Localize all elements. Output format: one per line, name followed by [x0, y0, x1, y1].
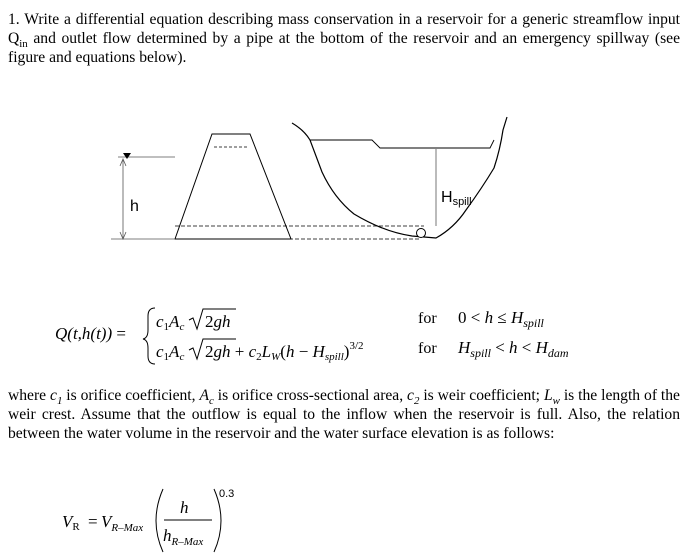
eq1-cond2: $H_{spill} < h < H_{dam}$ [458, 338, 569, 360]
q-in-symbol: $Q_{in}$ [8, 30, 28, 51]
volume-equation [62, 488, 234, 552]
eq2-rhs-v: $V_{R-Max}$ [101, 512, 144, 534]
eq2-exponent: 0.3 [219, 488, 235, 500]
definitions-paragraph: where $c_1$ is orifice coefficient, $A_c$ is orifice cross-sectional area, $c_2$ is weir coefficient; $L_w$ is the length of the weir crest. Assume that the outflow is equal to the inflow when the reservoir is full. Also, the relation between the water volume in the reservoir and the water surface elevation is as follows: [8, 387, 680, 442]
svg-text:=: = [88, 512, 98, 531]
problem-intro: 1. Write a differential equation describing mass conservation in a reservoir for a generic streamflow input [8, 11, 680, 28]
eq2-numerator: h [180, 498, 189, 517]
eq1-lhs: Q(t,h(t)) = [55, 324, 126, 343]
spillway-crest [310, 140, 494, 148]
c2-symbol: $c_2$ [407, 387, 420, 408]
reservoir-profile [292, 117, 507, 238]
eq1-case1: c1Ac [156, 312, 185, 333]
hspill-label: Hspill [441, 189, 472, 208]
outflow-equation [55, 308, 569, 364]
eq2-denominator: $h_{R-Max}$ [163, 526, 204, 548]
eq1-cond1-word: for [418, 310, 437, 327]
eq1-cond1: $0 < h \le H_{spill}$ [458, 308, 544, 330]
problem-intro-rest: and outlet flow determined by a pipe at the bottom of the reservoir and an emergency spillway (see figure and equations below). [8, 30, 680, 66]
eq2-lhs: VR [62, 512, 80, 533]
c1-symbol: $c_1$ [50, 387, 63, 408]
svg-text:2gh + c2LW(h − Hspill)3/2: 2gh + c2LW(h − Hspill)$^{3/2}$ [205, 340, 364, 363]
lw-symbol: $L_w$ [543, 387, 560, 408]
h-label: h [130, 198, 139, 215]
dam-shape [175, 134, 291, 239]
outlet-pipe [417, 229, 426, 238]
eq1-brace [143, 308, 155, 364]
eq1-cond2-word: for [418, 340, 437, 357]
ac-symbol: $A_c$ [199, 387, 214, 408]
svg-text:2gh: 2gh [205, 312, 231, 331]
water-level-marker [123, 153, 131, 159]
eq1-case2: c1Ac [156, 342, 185, 363]
